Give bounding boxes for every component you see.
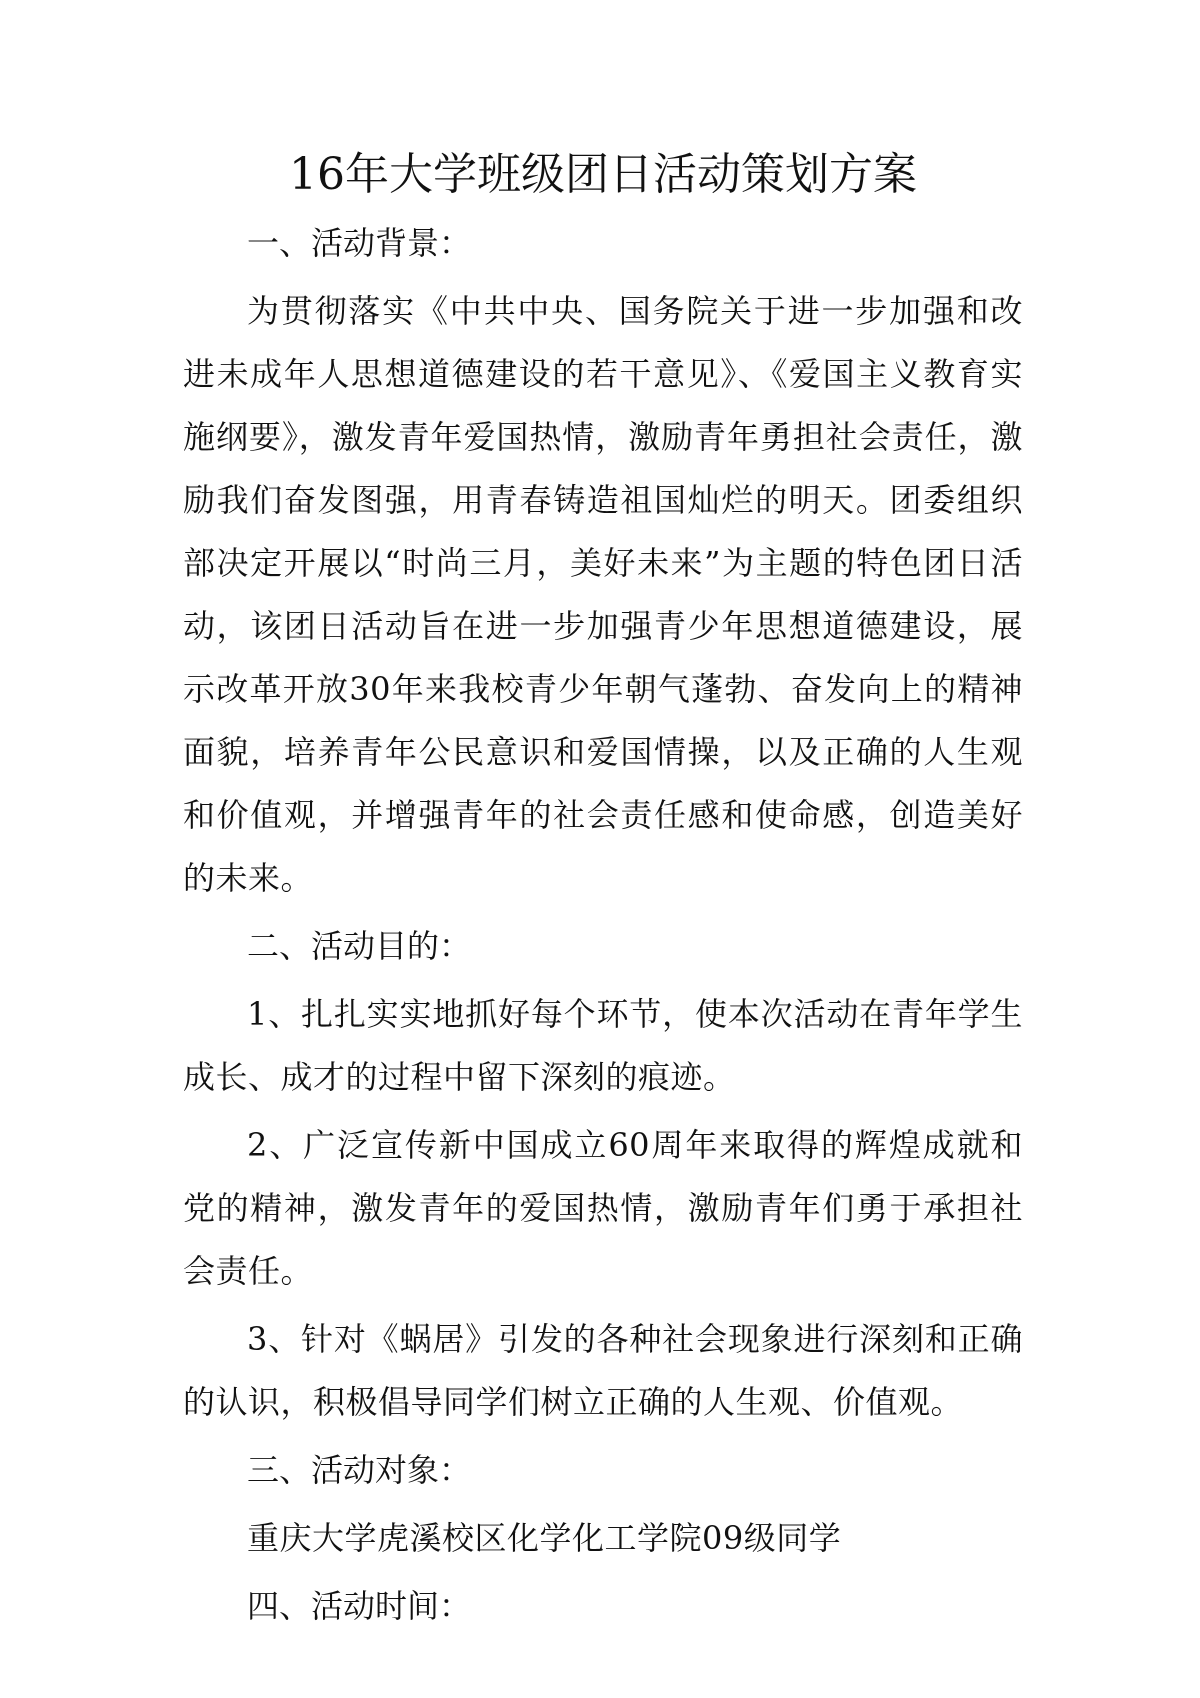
background-paragraph: 为贯彻落实《中共中央、国务院关于进一步加强和改进未成年人思想道德建设的若干意见》、《爱国主义教育实施纲要》，激发青年爱国热情，激励青年勇担社会责任，激励我们奋发图强，用青春铸造祖国灿烂的明天。团委组织部决定开展以“时尚三月，美好未来”为主题的特色团日活动，该团日活动旨在进一步加强青少年思想道德建设，展示改革开放30年来我校青少年朝气蓬勃、奋发向上的精神面貌，培养青年公民意识和爱国情操，以及正确的人生观和价值观，并增强青年的社会责任感和使命感，创造美好的未来。 bbox=[183, 292, 1023, 897]
document-page bbox=[183, 140, 1023, 1638]
section-heading-background: 一、活动背景： bbox=[247, 224, 472, 262]
document-title: 16年大学班级团日活动策划方案 bbox=[289, 149, 917, 200]
section-heading-time: 四、活动时间： bbox=[247, 1587, 472, 1625]
purpose-item-3: 3、针对《蜗居》引发的各种社会现象进行深刻和正确的认识，积极倡导同学们树立正确的人生观、价值观。 bbox=[183, 1320, 1023, 1421]
section-heading-audience: 三、活动对象： bbox=[247, 1451, 472, 1489]
purpose-item-2: 2、广泛宣传新中国成立60周年来取得的辉煌成就和党的精神，激发青年的爱国热情，激励青年们勇于承担社会责任。 bbox=[183, 1126, 1023, 1290]
section-heading-purpose: 二、活动目的： bbox=[247, 927, 472, 965]
audience-paragraph: 重庆大学虎溪校区化学化工学院09级同学 bbox=[247, 1519, 842, 1557]
purpose-item-1: 1、扎扎实实地抓好每个环节，使本次活动在青年学生成长、成才的过程中留下深刻的痕迹。 bbox=[183, 995, 1023, 1096]
